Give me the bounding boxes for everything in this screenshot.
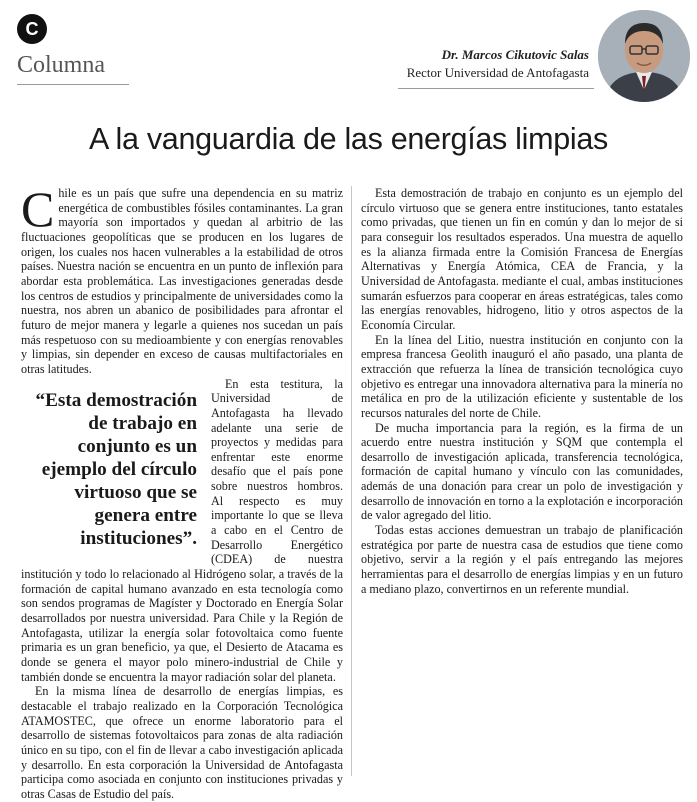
article-column-right [361,186,683,596]
article-paragraph-1-text: hile es un país que sufre una dependencia en su matriz energética de combustibles fósiles contaminantes. La gran mayoría son importados y quedan al arbitrio de las fluctuaciones geopolíticas que se producen en los lugares de origen, los cuales nos hacen vulnerables a la estabilidad de otros países. Nuestra nación se encuentra en un punto de inflexión para abordar esta problemática. Las investigaciones generadas desde los centros de estudios y principalmente de universidades como la nuestra, nos abren un abanico de posibilidades para afrontar el futuro de mejor manera y legarle a quienes nos sucedan un país más respetuoso con su medioambiente y con energías renovables y limpias, sin depender en exceso de causas multifactoriales en otras latitudes. [21,186,343,376]
article-paragraph-3: En la misma línea de desarrollo de energías limpias, es destacable el trabajo realizado en la Corporación Tecnológica ATAMOSTEC, que ofrece un enorme laboratorio para el desarrollo de sistemas fotovoltaicos para zonas de alta radiación único en su tipo, con el fin de llevar a cabo investigación aplicada y desarrollo. En esta corporación la Universidad de Antofagasta participa como asociada en conjunto con instituciones privadas y otras Casas de Estudio del país. [21,684,343,801]
headline: A la vanguardia de las energías limpias [89,122,608,156]
article-paragraph-5: En la línea del Litio, nuestra institución en conjunto con la empresa francesa Geolith inauguró el año pasado, una planta de extracción que refuerza la línea de transición tecnológica cuyo objetivo es entregar una innovadora alternativa para la minería no metálica en pro de la utilización eficiente y sustentable de los recursos naturales del norte de Chile. [361,332,683,420]
author-name: Dr. Marcos Cikutovic Salas [441,47,589,62]
drop-cap: C [21,181,55,237]
author-portrait-image [598,10,690,102]
article-paragraph-2: En esta testitura, la Universidad de Antofagasta ha llevado adelante una serie de proyectos y medidas para enfrentar este enorme desafío que el país pone sobre nuestros hombros. Al respecto es muy importante lo que se lleva a cabo en el Centro de Desarrollo Energético (CDEA) de nuestra institución y todo lo relacionado al Hidrógeno solar, a través de la formación de capital humano avanzado en esta tecnología como son sendos programas de Magíster y Doctorado en Energía Solar desarrollados por nuestra universidad. Para Chile y la Región de Antofagasta, utilizar la energía solar fotovoltaica como fuente primaria es un gran beneficio, ya que, el Desierto de Atacama es donde se genera el mayor polo minero-industrial de Chile y también donde se encuentra la mayor radiación solar del planeta. [21,376,343,684]
section-rule [17,84,129,85]
article-paragraph-4: Esta demostración de trabajo en conjunto es un ejemplo del círculo virtuoso que se genera entre instituciones, tanto estatales como privadas, que tienen un fin en común y dan lo mejor de si para conseguir los resultados esperados. Una muestra de aquello es la alianza firmada entre la Comisión Francesa de Energías Alternativas y Energía Atómica, CEA de Francia, y la Universidad de Antofagasta. mediante el cual, ambas instituciones sumarán esfuerzos para cooperar en áreas estratégicas, tales como las energías renovables, hidrogeno, litio y otros aspectos de la Economía Circular. [361,186,683,332]
article-paragraph-7: Todas estas acciones demuestran un trabajo de planificación estratégica por parte de nuestra casa de estudios que tiene como objetivo, servir a la región y el país entregando las mejores herramientas para el desarrollo de energías limpias y en un futuro a mediano plazo, convertirnos en un referente mundial. [361,523,683,596]
column-header [0,0,697,112]
author-role: Rector Universidad de Antofagasta [406,65,589,80]
author-byline [407,47,589,81]
author-photo [598,10,690,102]
column-badge: C [17,14,47,44]
pull-quote: “Esta demostración de trabajo en conjunto es un ejemplo del círculo virtuoso que se genera entre instituciones”. [35,389,197,550]
article-paragraph-6: De mucha importancia para la región, es la firma de un acuerdo entre nuestra institución y SQM que contempla el desarrollo de investigación aplicada, transferencia tecnológica, formación de capital humano y vínculo con las comunidades, además de una donación para crear un polo de investigación y desarrollo de innovación en torno a la explotación e incorporación de valor agregado del litio. [361,420,683,523]
article-paragraph-1 [21,181,343,377]
article-column-left [21,181,343,802]
column-divider [351,186,352,776]
author-rule [398,88,594,89]
section-label: Columna [17,52,105,78]
